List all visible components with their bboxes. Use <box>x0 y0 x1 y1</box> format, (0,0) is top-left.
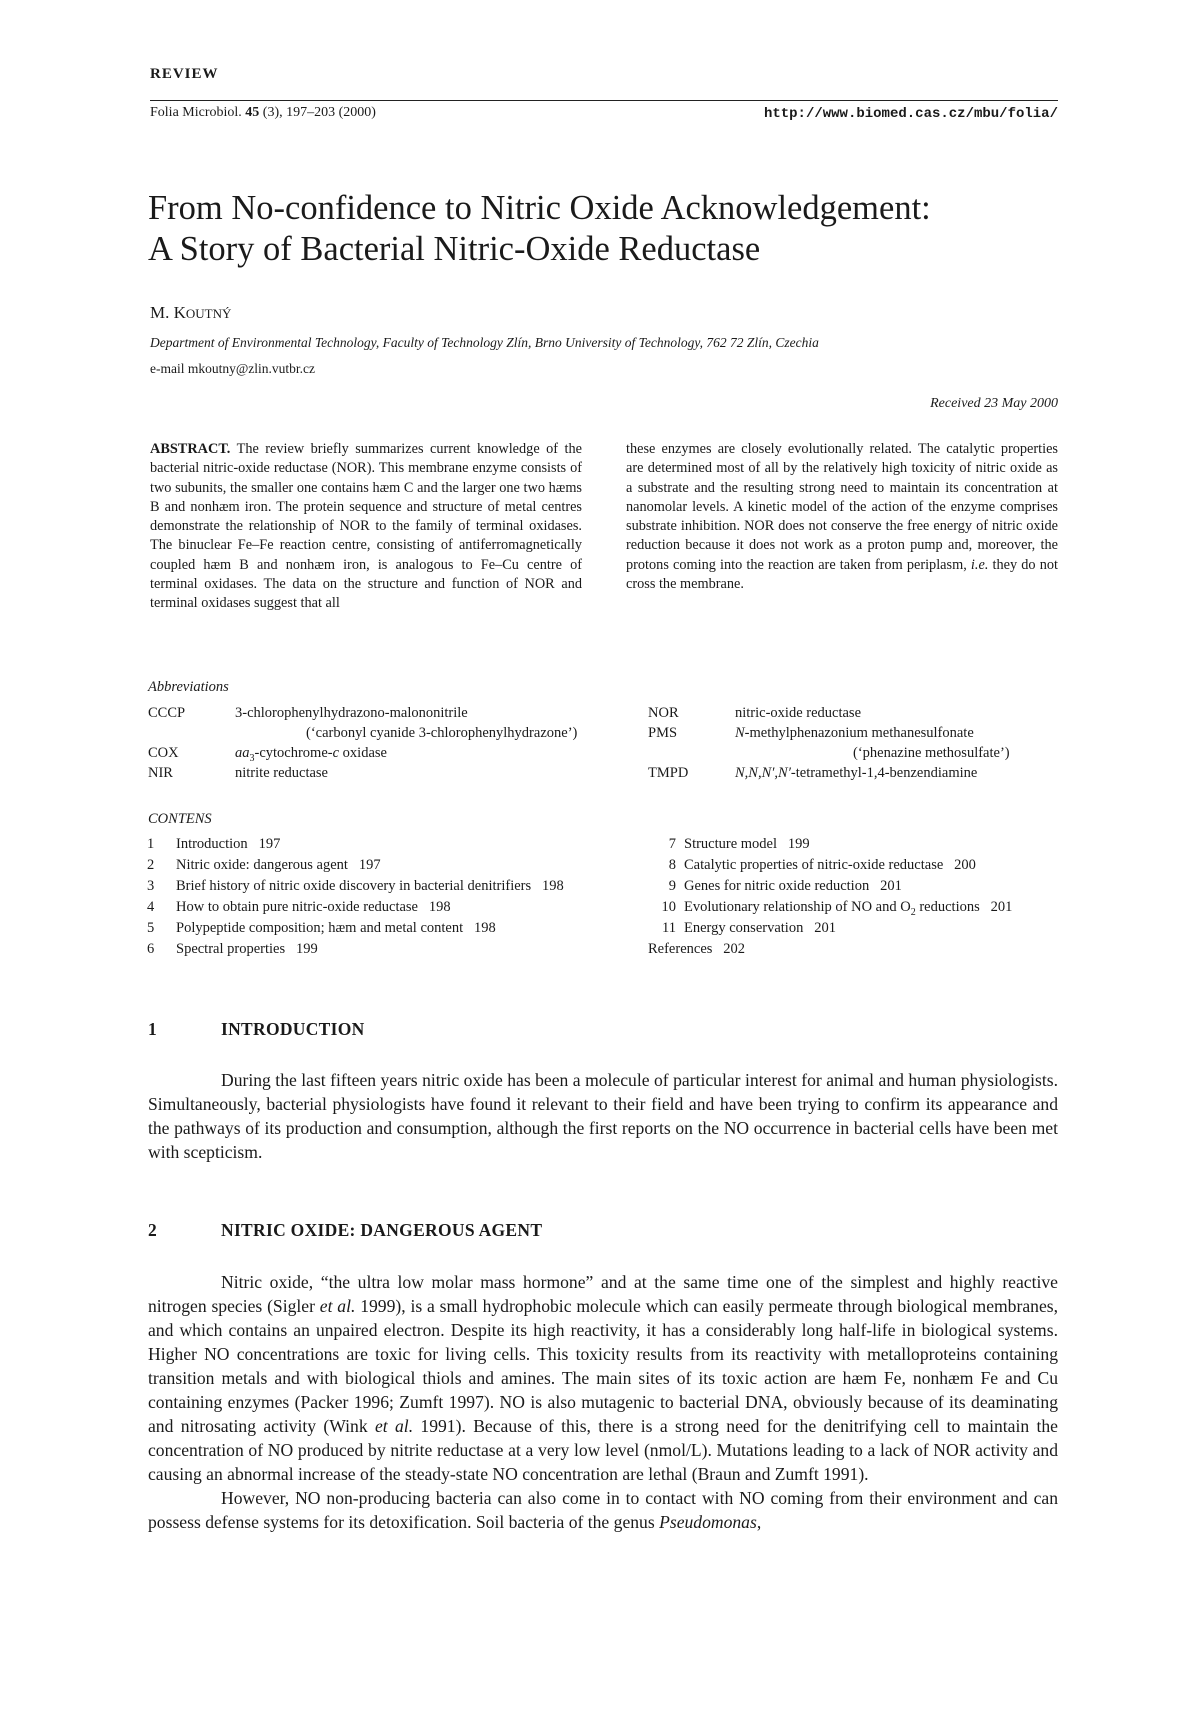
abstract-label: ABSTRACT. <box>150 441 231 457</box>
abbr-def: N-methylphenazonium methanesulfonate <box>735 725 974 741</box>
article-title <box>148 188 1058 270</box>
journal-issue: (3), 197–203 (2000) <box>262 105 376 120</box>
abbr-def: nitrite reductase <box>235 765 328 781</box>
author-affiliation: Department of Environmental Technology, Faculty of Technology Zlín, Brno University of Technology, 762 72 Zlín, Czechia <box>150 335 819 350</box>
abbr-def: 3-chlorophenylhydrazono-malononitrile <box>235 705 468 721</box>
contents-heading: CONTENS <box>148 811 212 827</box>
toc-entry[interactable]: 5 Polypeptide composition; hæm and metal content 198 <box>147 920 496 936</box>
author-name: M. KOUTNÝ <box>150 303 232 322</box>
nitric-oxide-paragraph-2: However, NO non-producing bacteria can also come in to contact with NO coming from their environment and can possess defense systems for its detoxification. Soil bacteria of the genus Pseudomonas, <box>148 1488 1058 1532</box>
section-1-title: INTRODUCTION <box>221 1019 365 1039</box>
abbr-def: nitric-oxide reductase <box>735 705 862 721</box>
journal-volume: 45 <box>245 105 260 120</box>
header-rule <box>150 100 1058 101</box>
toc-entry[interactable]: 2 Nitric oxide: dangerous agent 197 <box>147 857 381 873</box>
abstract-column-2: these enzymes are closely evolutionally related. The catalytic properties are determined most of all by the relatively high toxicity of nitric oxide as a substrate and the resulting strong need to maintain its concentration at nanomolar levels. A kinetic model of the action of the enzyme comprises substrate inhibition. NOR does not conserve the free energy of nitric oxide reduction because it does not work as a proton pump and, moreover, the protons coming into the reaction are taken from periplasm, i.e. they do not cross the membrane. <box>626 441 1058 593</box>
title-line-2: A Story of Bacterial Nitric-Oxide Reductase <box>148 230 761 268</box>
abbr-def: (‘carbonyl cyanide 3-chlorophenylhydrazone’) <box>306 725 578 741</box>
abbr-def: (‘phenazine methosulfate’) <box>853 745 1010 761</box>
abbr-def: N,N,N′,N′-tetramethyl-1,4-benzendiamine <box>735 765 978 781</box>
toc-entry[interactable]: 10 Evolutionary relationship of NO and $O_2$ reductions 201 <box>661 899 1013 918</box>
section-2-number: 2 <box>148 1220 158 1240</box>
author-email[interactable]: e-mail mkoutny@zlin.vutbr.cz <box>150 361 316 376</box>
title-line-1: From No-confidence to Nitric Oxide Acknowledgement: <box>148 189 931 227</box>
toc-entry[interactable]: 9 Genes for nitric oxide reduction 201 <box>668 878 902 894</box>
abbr-term: TMPD <box>648 765 689 781</box>
nitric-oxide-paragraph-1: Nitric oxide, “the ultra low molar mass hormone” and at the same time one of the simplest and highly reactive nitrogen species (Sigler et al. 1999), is a small hydrophobic molecule which can easily permeate through biological membranes, and which contains an unpaired electron. Despite its high reactivity, it has a considerably long half-life in biological systems. Higher NO concentrations are toxic for living cells. This toxicity results from its reactivity with metalloproteins containing transition metals and with biological thiols and amines. The main sites of its toxic action are hæm Fe, nonhæm Fe and Cu containing enzymes (Packer 1996; Zumft 1997). NO is also mutagenic to bacterial DNA, obviously because of its deaminating and nitrosating activity (Wink et al. 1991). Because of this, there is a strong need for the denitrifying cell to maintain the concentration of NO produced by nitrite reductase at a very low level (nmol/L). Mutations leading to a lack of NOR activity and causing an abnormal increase of the steady-state NO concentration are lethal (Braun and Zumft 1991). <box>148 1272 1058 1484</box>
abstract-text-1: The review briefly summarizes current knowledge of the bacterial nitric-oxide reductase (NOR). This membrane enzyme consists of two subunits, the smaller one contains hæm C and the larger one two hæms B and nonhæm iron. The protein sequence and structure of metal centres demonstrate the relationship of NOR to the family of terminal oxidases. The binuclear Fe–Fe reaction centre, consisting of antiferromagnetically coupled hæm B and nonhæm iron, is analogous to Fe–Cu centre of terminal oxidases. The data on the structure and function of NOR and terminal oxidases suggest that all <box>150 441 582 612</box>
journal-url[interactable]: http://www.biomed.cas.cz/mbu/folia/ <box>763 106 1058 122</box>
toc-entry[interactable]: 4 How to obtain pure nitric-oxide reductase 198 <box>147 899 451 915</box>
toc-entry[interactable]: References 202 <box>648 941 746 957</box>
abbr-term: NIR <box>148 765 173 781</box>
journal-citation <box>150 105 376 121</box>
abbr-term: NOR <box>648 705 679 721</box>
section-2-title: NITRIC OXIDE: DANGEROUS AGENT <box>221 1220 543 1240</box>
abbr-term: COX <box>148 745 179 761</box>
abbr-row: CCCP <box>148 705 186 721</box>
toc-entry[interactable]: 7 Structure model 199 <box>668 836 810 852</box>
intro-body <box>148 1068 1058 1164</box>
abstract-column-1 <box>150 440 582 614</box>
journal-name: Folia Microbiol. <box>150 105 242 120</box>
section-label: REVIEW <box>150 66 219 82</box>
nitric-oxide-body <box>148 1270 1058 1534</box>
section-1-number: 1 <box>148 1019 158 1039</box>
abbreviations-heading: Abbreviations <box>148 679 229 695</box>
intro-paragraph: During the last fifteen years nitric oxide has been a molecule of particular interest for animal and human physiologists. Simultaneously, bacterial physiologists have found it relevant to their field and have been trying to confirm its appearance and the pathways of its production and consumption, although the first reports on the NO occurrence in bacterial cells have been met with scepticism. <box>148 1070 1058 1162</box>
abbr-def: $aa_3-cytochrome-c$ oxidase <box>235 745 387 764</box>
toc-entry[interactable]: 11 Energy conservation 201 <box>662 920 836 936</box>
toc-entry[interactable]: 3 Brief history of nitric oxide discovery in bacterial denitrifiers 198 <box>147 878 564 894</box>
toc-entry[interactable]: 1 Introduction 197 <box>147 836 281 852</box>
toc-entry[interactable]: 6 Spectral properties 199 <box>147 941 318 957</box>
received-date: Received 23 May 2000 <box>930 396 1058 411</box>
toc-entry[interactable]: 8 Catalytic properties of nitric-oxide reductase 200 <box>668 857 976 873</box>
abbr-term: PMS <box>648 725 678 741</box>
